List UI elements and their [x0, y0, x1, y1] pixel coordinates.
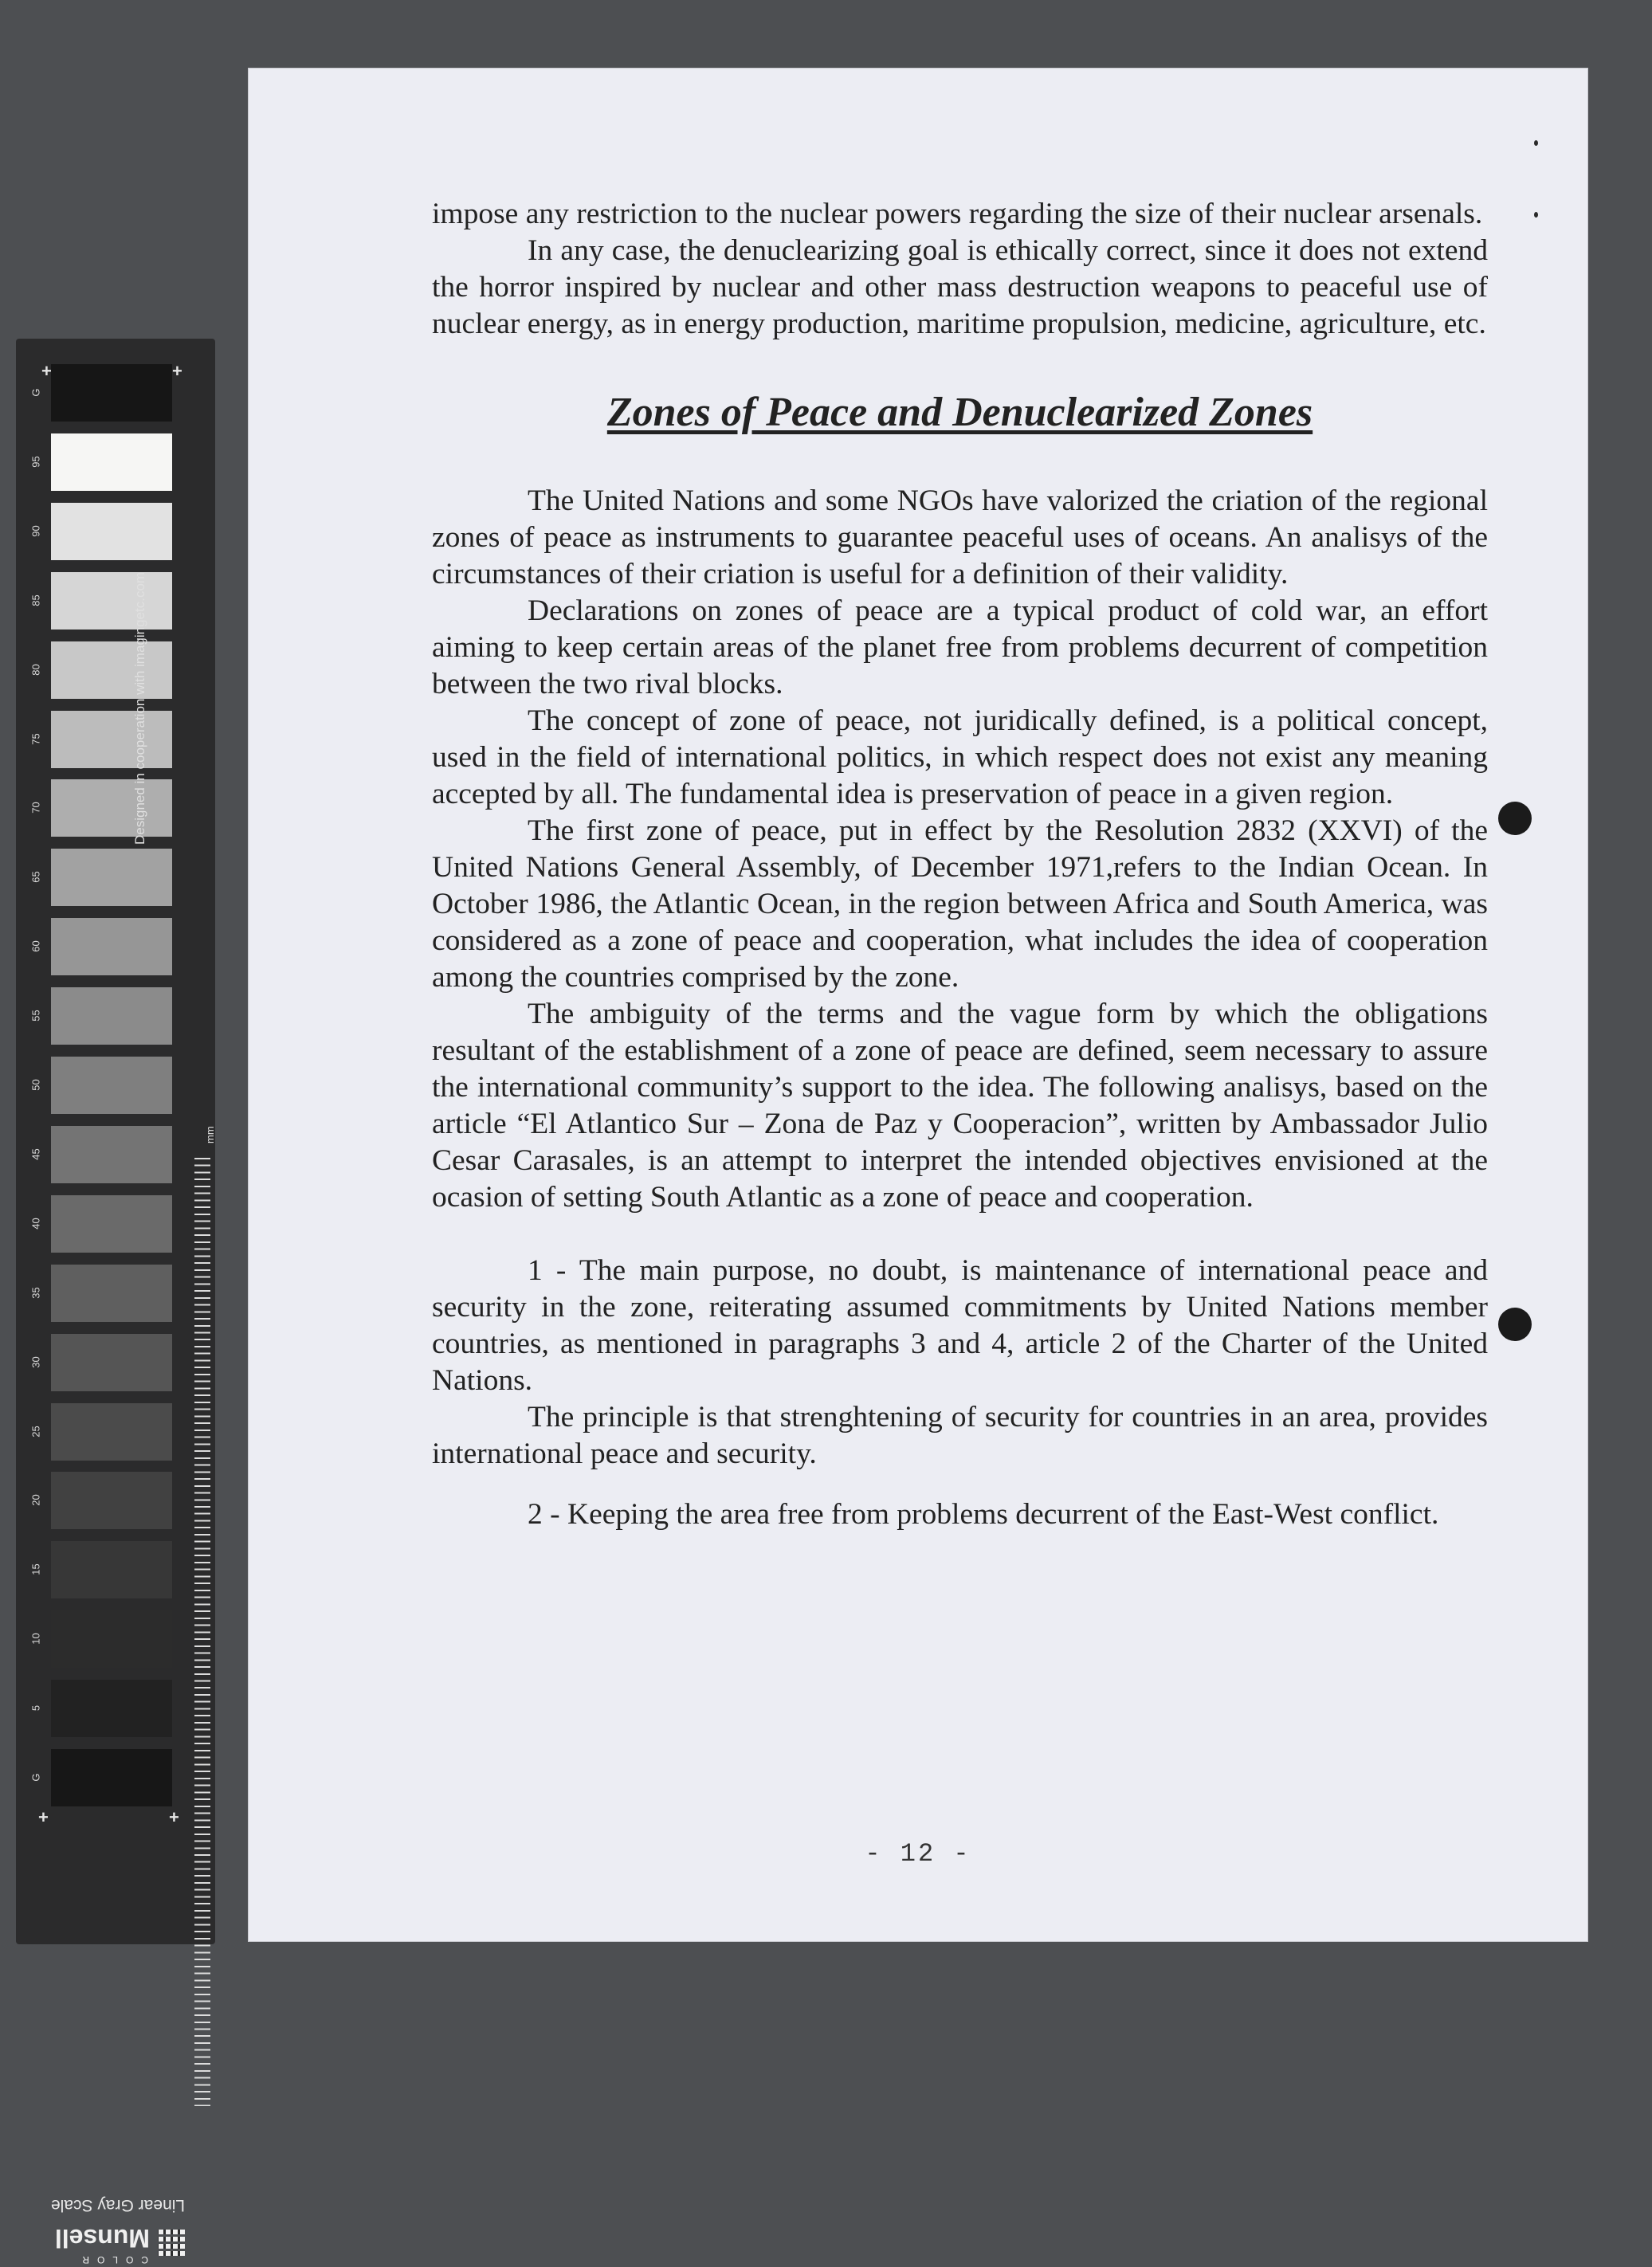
- paragraph: The ambiguity of the terms and the vague form by which the obligations resultant of the establishment of a zone of peace are defined, seem necessary to assure the international community’s support to the idea. The following analisys, based on the article “El Atlantico Sur – Zona de Paz y Cooperacion”, written by Ambassador Julio Cesar Carasales, is an attempt to interpret the intended objectives envisioned at the ocasion of setting South Atlantic as a zone of peace and cooperation.: [432, 998, 1488, 1214]
- gray-step-label: 35: [29, 1286, 42, 1299]
- gray-patch: [51, 572, 172, 630]
- gray-patch: [51, 1749, 172, 1806]
- gray-step-label: 65: [29, 871, 42, 884]
- gray-step-label: 10: [29, 1633, 42, 1645]
- gray-step-label: 90: [29, 525, 42, 537]
- paragraph: 1 - The main purpose, no doubt, is maintenance of international peace and security in the zone, reiterating assumed commitments by United Nations member countries, as mentioned in paragraphs 3 and 4, article 2 of the Charter of the United Nations.: [432, 1254, 1488, 1397]
- document-body: [432, 196, 1488, 1533]
- gray-step-label: 20: [29, 1494, 42, 1507]
- gray-patch: [51, 779, 172, 837]
- gray-patch: [51, 503, 172, 560]
- scan-speck: [1534, 212, 1538, 218]
- registration-mark: +: [38, 1807, 49, 1827]
- document-page: [249, 69, 1587, 1941]
- gray-patch: [51, 641, 172, 699]
- gray-step-label: G: [29, 388, 42, 397]
- munsell-grid-icon: [158, 2229, 185, 2256]
- gray-step-label: 25: [29, 1425, 42, 1437]
- paragraph: The principle is that strenghtening of security for countries in an area, provides international peace and security.: [432, 1401, 1488, 1470]
- gray-patch: [51, 987, 172, 1045]
- section-heading: Zones of Peace and Denuclearized Zones: [606, 390, 1313, 435]
- scan-speck: [1534, 140, 1538, 146]
- page-number: - 12 -: [865, 1839, 971, 1869]
- gray-step-label: 30: [29, 1355, 42, 1368]
- gray-step-label: 45: [29, 1148, 42, 1160]
- gray-patch: [51, 1403, 172, 1461]
- munsell-logo: [48, 2219, 199, 2267]
- registration-mark: +: [41, 361, 52, 381]
- punch-hole: [1498, 802, 1532, 835]
- scale-credit: Designed in cooperation with imagingetc.com: [132, 571, 147, 845]
- mm-ruler: [194, 1158, 210, 2106]
- gray-patch: [51, 1541, 172, 1598]
- paragraph: The first zone of peace, put in effect by the Resolution 2832 (XXVI) of the United Nations General Assembly, of December 1971,refers to the Indian Ocean. In October 1986, the Atlantic Ocean, in the region between Africa and South America, was considered as a zone of peace and cooperation, what includes the idea of cooperation among the countries comprised by the zone.: [432, 814, 1488, 994]
- gray-step-label: G: [29, 1773, 42, 1782]
- paragraph: The United Nations and some NGOs have valorized the criation of the regional zones of peace as instruments to guarantee peaceful uses of oceans. An analisys of the circumstances of their criation is useful for a definition of their validity.: [432, 484, 1488, 590]
- gray-patch: [51, 1680, 172, 1737]
- gray-patch: [51, 711, 172, 768]
- gray-step-label: 95: [29, 456, 42, 468]
- gray-step-label: 50: [29, 1079, 42, 1091]
- gray-patch: [51, 1334, 172, 1391]
- gray-step-label: 85: [29, 594, 42, 606]
- gray-patch: [51, 1057, 172, 1114]
- gray-patch: [51, 1265, 172, 1322]
- gray-step-label: 40: [29, 1218, 42, 1230]
- gray-patch: [51, 1610, 172, 1668]
- gray-patch: [51, 1472, 172, 1529]
- gray-patch: [51, 1195, 172, 1253]
- gray-step-label: 70: [29, 802, 42, 814]
- paragraph: 2 - Keeping the area free from problems decurrent of the East-West conflict.: [528, 1498, 1439, 1531]
- gray-step-label: 15: [29, 1563, 42, 1576]
- gray-patch: [51, 849, 172, 906]
- paragraph: In any case, the denuclearizing goal is ethically correct, since it does not extend the horror inspired by nuclear and other mass destruction weapons to peaceful use of nuclear energy, as in energy production, maritime propulsion, medicine, agriculture, etc.: [432, 234, 1488, 340]
- gray-step-label: 55: [29, 1010, 42, 1022]
- munsell-name: Munsell: [54, 2224, 150, 2253]
- gray-patch: [51, 364, 172, 422]
- scale-label: Linear Gray Scale: [50, 2196, 186, 2214]
- gray-patch: [51, 918, 172, 975]
- paragraph: Declarations on zones of peace are a typical product of cold war, an effort aiming to keep certain areas of the planet free from problems decurrent of competition between the two rival blocks.: [432, 594, 1488, 700]
- paragraph: The concept of zone of peace, not juridically defined, is a political concept, used in the field of international politics, in which respect does not exist any meaning accepted by all. The fundamental idea is preservation of peace in a given region.: [432, 704, 1488, 810]
- registration-mark: +: [169, 1807, 179, 1827]
- punch-hole: [1498, 1308, 1532, 1341]
- munsell-sub: COLOR: [74, 2254, 148, 2265]
- gray-step-label: 75: [29, 732, 42, 745]
- gray-patch: [51, 1126, 172, 1183]
- ruler-unit: mm: [204, 1126, 216, 1143]
- gray-step-label: 80: [29, 663, 42, 676]
- gray-patch: [51, 433, 172, 491]
- gray-scale-strip: [16, 339, 216, 2265]
- registration-mark: +: [172, 361, 182, 381]
- paragraph: impose any restriction to the nuclear powers regarding the size of their nuclear arsenals.: [432, 198, 1483, 230]
- gray-step-label: 60: [29, 940, 42, 952]
- gray-step-label: 5: [29, 1704, 42, 1712]
